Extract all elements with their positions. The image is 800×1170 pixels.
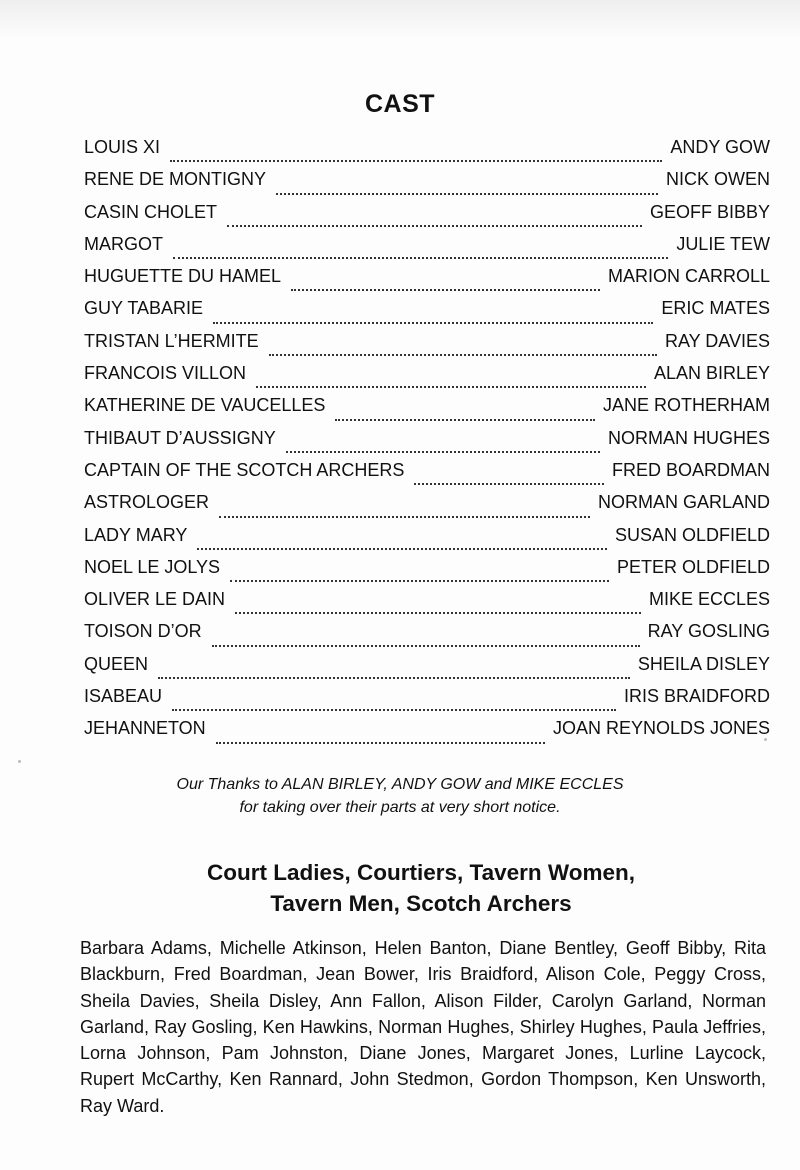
cast-actor: NORMAN HUGHES: [607, 427, 770, 448]
cast-actor: FRED BOARDMAN: [611, 459, 770, 480]
dot-leader: [197, 545, 607, 550]
thanks-line-2: for taking over their parts at very short notice.: [239, 799, 561, 816]
cast-role: OLIVER LE DAIN: [84, 589, 226, 610]
cast-role: HUGUETTE DU HAMEL: [84, 266, 282, 287]
cast-role: ASTROLOGER: [84, 492, 210, 513]
cast-actor: RAY DAVIES: [664, 330, 770, 351]
ensemble-heading: [0, 857, 800, 919]
cast-row: [84, 492, 770, 524]
cast-actor: JANE ROTHERHAM: [602, 395, 770, 416]
cast-actor: MARION CARROLL: [607, 266, 770, 287]
cast-row: [84, 525, 770, 557]
cast-role: QUEEN: [84, 653, 149, 674]
dot-leader: [414, 480, 604, 485]
cast-actor: JULIE TEW: [676, 233, 770, 254]
ensemble-heading-line-2: Tavern Men, Scotch Archers: [270, 891, 572, 916]
dot-leader: [230, 577, 609, 582]
dot-leader: [213, 319, 653, 324]
cast-row: [84, 395, 770, 427]
cast-role: GUY TABARIE: [84, 298, 204, 319]
cast-role: CASIN CHOLET: [84, 201, 218, 222]
cast-actor: IRIS BRAIDFORD: [623, 686, 770, 707]
cast-role: LADY MARY: [84, 524, 188, 545]
cast-actor: ALAN BIRLEY: [653, 363, 770, 384]
cast-role: RENE DE MONTIGNY: [84, 169, 267, 190]
thanks-line-1: Our Thanks to ALAN BIRLEY, ANDY GOW and MIKE ECCLES: [176, 776, 624, 793]
cast-actor: NICK OWEN: [665, 169, 770, 190]
cast-row: [84, 137, 770, 169]
cast-row: [84, 234, 770, 266]
cast-role: NOEL LE JOLYS: [84, 556, 221, 577]
cast-row: [84, 169, 770, 201]
cast-row: [84, 589, 770, 621]
ensemble-names: Barbara Adams, Michelle Atkinson, Helen Banton, Diane Bentley, Geoff Bibby, Rita Blackburn, Fred Boardman, Jean Bower, Iris Braidford, Alison Cole, Peggy Cross, Sheila Davies, Sheila Disley, Ann Fallon, Alison Filder, Carolyn Garland, Norman Garland, Ray Gosling, Ken Hawkins, Norman Hughes, Shirley Hughes, Paula Jeffries, Lorna Johnson, Pam Johnston, Diane Jones, Margaret Jones, Lurline Laycock, Rupert McCarthy, Ken Rannard, John Stedmon, Gordon Thompson, Ken Unsworth, Ray Ward.: [80, 938, 766, 1116]
dot-leader: [291, 286, 600, 291]
dot-leader: [219, 513, 590, 518]
dot-leader: [172, 706, 616, 711]
cast-role: JEHANNETON: [84, 718, 206, 739]
cast-role: KATHERINE DE VAUCELLES: [84, 395, 326, 416]
cast-row: [84, 621, 770, 653]
dot-leader: [212, 642, 640, 647]
ensemble-heading-line-1: Court Ladies, Courtiers, Tavern Women,: [207, 860, 635, 885]
scan-edge-shading: [0, 0, 800, 40]
cast-role: FRANCOIS VILLON: [84, 363, 247, 384]
cast-role: MARGOT: [84, 233, 163, 254]
cast-actor: NORMAN GARLAND: [597, 492, 770, 513]
dot-leader: [216, 739, 545, 744]
cast-role: CAPTAIN OF THE SCOTCH ARCHERS: [84, 459, 405, 480]
dot-leader: [170, 157, 662, 162]
cast-row: [84, 557, 770, 589]
cast-row: [84, 428, 770, 460]
cast-role: TRISTAN L’HERMITE: [84, 330, 259, 351]
cast-actor: GEOFF BIBBY: [649, 201, 770, 222]
dot-leader: [256, 383, 646, 388]
dot-leader: [276, 190, 658, 195]
cast-role: ISABEAU: [84, 686, 163, 707]
cast-actor: ERIC MATES: [661, 298, 770, 319]
cast-row: [84, 331, 770, 363]
cast-actor: SUSAN OLDFIELD: [614, 524, 770, 545]
cast-actor: RAY GOSLING: [647, 621, 770, 642]
thanks-note: [0, 773, 800, 819]
cast-role: LOUIS XI: [84, 137, 161, 157]
dot-leader: [158, 674, 630, 679]
cast-row: [84, 718, 770, 750]
dot-leader: [286, 448, 600, 453]
dot-leader: [335, 416, 595, 421]
cast-row: [84, 654, 770, 686]
cast-heading: CAST: [364, 90, 436, 118]
cast-role: TOISON D’OR: [84, 621, 202, 642]
cast-role: THIBAUT D’AUSSIGNY: [84, 427, 276, 448]
cast-row: [84, 202, 770, 234]
cast-row: [84, 298, 770, 330]
cast-actor: JOAN REYNOLDS JONES: [552, 718, 770, 739]
dot-leader: [173, 254, 668, 259]
scan-speck: [18, 760, 21, 763]
cast-row: [84, 686, 770, 718]
cast-actor: MIKE ECCLES: [648, 589, 770, 610]
cast-list: [84, 137, 770, 751]
cast-row: [84, 460, 770, 492]
dot-leader: [269, 351, 657, 356]
dot-leader: [227, 222, 642, 227]
cast-row: [84, 266, 770, 298]
dot-leader: [235, 609, 641, 614]
cast-actor: ANDY GOW: [670, 137, 770, 157]
cast-row: [84, 363, 770, 395]
cast-actor: SHEILA DISLEY: [637, 653, 770, 674]
cast-actor: PETER OLDFIELD: [616, 556, 770, 577]
